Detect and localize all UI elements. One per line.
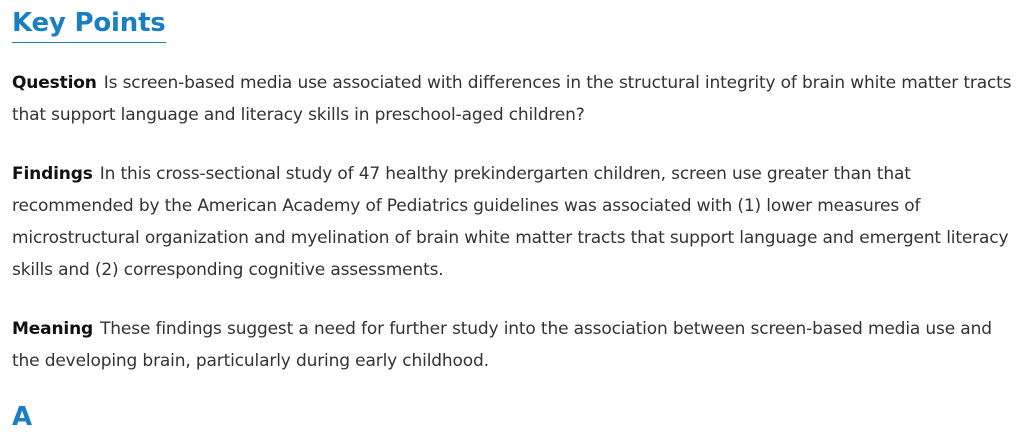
findings-text: In this cross-sectional study of 47 healthy prekindergarten children, screen use greater than that recommended by the American Academy of Pediatrics guidelines was associated with (1) lower measures of microstructural organization and myelination of brain white matter tracts that support language and emergent literacy skills and (2) corresponding cognitive assessments. — [12, 164, 1009, 280]
key-points-heading: Key Points — [12, 6, 166, 43]
next-section-heading-cut-off: A — [12, 402, 33, 432]
meaning-label: Meaning — [12, 319, 94, 339]
question-paragraph — [12, 67, 1012, 131]
question-text: Is screen-based media use associated with differences in the structural integrity of brain white matter tracts that support language and literacy skills in preschool-aged children? — [12, 73, 1012, 125]
question-label: Question — [12, 73, 97, 93]
meaning-block — [12, 313, 1012, 377]
findings-paragraph — [12, 158, 1012, 286]
key-points-section — [12, 0, 1012, 432]
findings-label: Findings — [12, 164, 93, 184]
meaning-text: These findings suggest a need for further study into the association between screen-based media use and the developing brain, particularly during early childhood. — [12, 319, 992, 371]
meaning-paragraph — [12, 313, 1012, 377]
